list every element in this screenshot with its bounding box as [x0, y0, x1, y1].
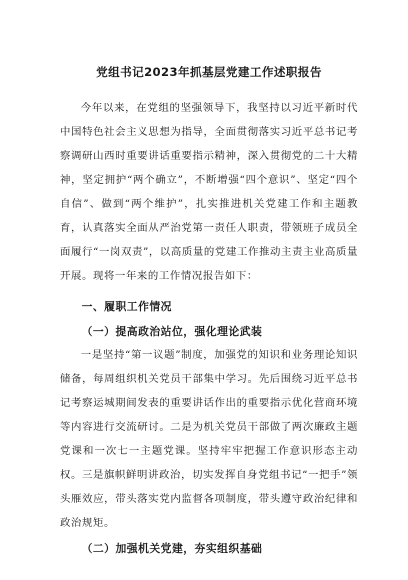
subsection-heading-political: （一）提高政治站位，强化理论武装	[81, 325, 263, 338]
section-heading-performance: 一、履职工作情况	[81, 300, 172, 313]
intro-paragraph: 今年以来，在党组的坚强领导下，我坚持以习近平新时代中国特色社会主义思想为指导，全面贯彻落实习近平总书记考察调研山西时重要讲话重要指示精神，深入贯彻党的二十大精神，坚定拥护“两个确立”，不断增强“四个意识”、坚定“四个自信”、做到“两个维护”，扎实推进机关党建工作和主题教育，认真落实全面从严治党第一责任人职责，带领班子成员全面履行“一岗双责”，以高质量的党建工作推动主责主业高质量开展。现将一年来的工作情况报告如下：	[60, 102, 358, 282]
document-title: 党组书记2023年抓基层党建工作述职报告	[96, 65, 322, 79]
subsection-body-political: 一是坚持“第一议题”制度，加强党的知识和业务理论知识储备，每周组织机关党员干部集中学习。先后围绕习近平总书记考察运城期间发表的重要讲话作出的重要指示优化营商环境等内容进行交流研讨。二是为机关党员干部做了两次廉政主题党课和一次七一主题党课。坚持牢牢把握工作意识形态主动权。三是旗帜鲜明讲政治，切实发挥自身党组书记“一把手”领头雁效应，带头落实党内监督各项制度，带头遵守政治纪律和政治规矩。	[60, 349, 358, 529]
subsection-heading-party-building: （二）加强机关党建，夯实组织基础	[81, 542, 263, 555]
